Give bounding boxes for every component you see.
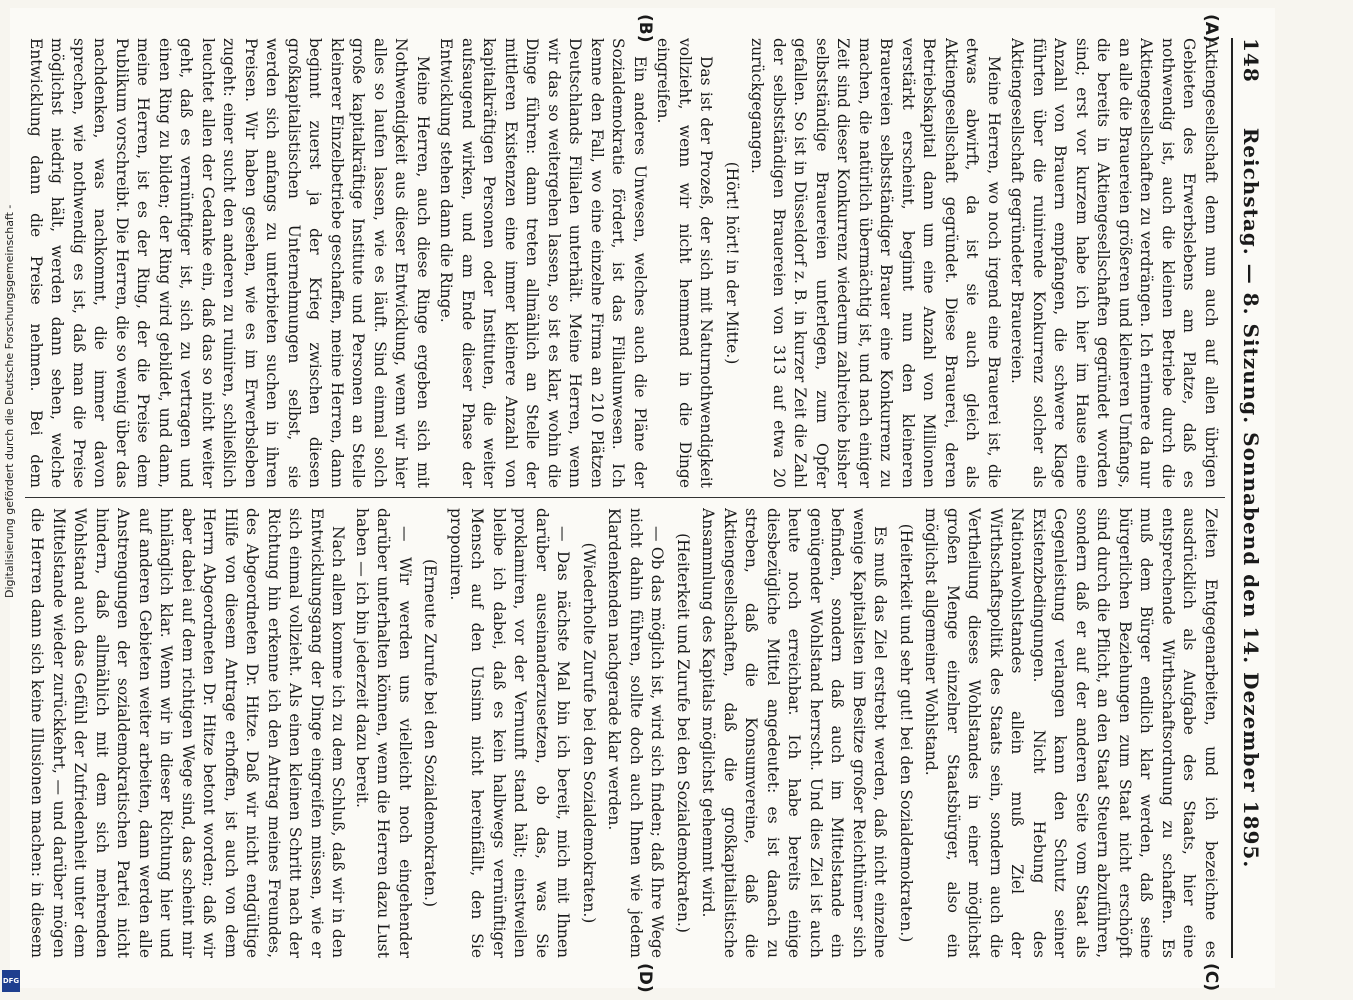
page-number: 148 <box>1239 38 1263 83</box>
paragraph: Zeiten Entgegenarbeiten, und ich bezeichne es ausdrücklich als Aufgabe des Staats, hier eine entsprechende Wirthschaftsordnung zu schaffen. Es muß dem Bürger endlich klar werden, daß seine bürgerlichen Beziehungen zum Staat nicht erschöpft sind durch die Pflicht, an den Staat Steuern abzuführen, sondern daß er auf der anderen Seite vom Staat als Gegenleistung verlangen kann den Schutz seiner Existenzbedingungen. Nicht Hebung des Nationalwohlstandes allein muß Ziel der Wirthschaftspolitik des Staats sein, sondern auch die Vertheilung dieses Wohlstandes in einer möglichst großen Menge einzelner Staatsbürger, also ein möglichst allgemeiner Wohlstand. <box>922 508 1220 958</box>
right-column <box>26 508 1221 958</box>
interjection: (Heiterkeit und sehr gut! bei den Sozialdemokraten.) <box>897 523 915 943</box>
margin-marker-c: (C) <box>1201 963 1221 992</box>
paragraph: Meine Herren, auch diese Ringe ergeben sich mit Nothwendigkeit aus dieser Entwicklung, wenn wir hier alles so laufen lassen, wie es läuft. Sind einmal solch große kapitalkräftige Institute und Personen an Stelle kleinerer Einzelbetriebe geschaffen, meine Herren, dann beginnt zuerst ja der Krieg zwischen diesen großkapitalistischen Unternehmungen selbst, sie werden sich anfangs zu unterbieten suchen in ihren Preisen. Wir haben gesehen, wie es im Erwerbsleben zugeht: einer sucht den anderen zu ruiniren, schließlich leuchtet allen der Gedanke ein, daß das so nicht weiter geht, daß es vernünftiger ist, sich zu vertragen und einen Ring zu bilden; der Ring wird gebildet, und dann, meine Herren, ist es der Ring, der die Preise dem Publikum vorschreibt. Die Herren, die so wenig über das nachdenken, was nachkommt, die immer davon sprechen, wie nothwendig es ist, daß man die Preise möglichst niedrig hält, werden dann sehen, welche Entwicklung dann die Preise nehmen. Bei dem <box>27 38 432 488</box>
paragraph: Aktiengesellschaft denn nun auch auf allen übrigen Gebieten des Erwerbslebens am Platze, daß es nothwendig ist, auch die kleinen Betriebe durch die Aktiengesellschaften zu verdrängen. Ich erinnere da nur an alle die Brauereien größeren und kleineren Umfangs, die bereits in Aktiengesellschaften gegründet worden sind; erst vor kurzem habe ich hier im Hause eine Anzahl von Brauern empfangen, die schwere Klage führten über die ruinirende Konkurrenz solcher als Aktiengesellschaft gegründeter Brauereien. <box>1008 38 1220 488</box>
paragraph: — Wir werden uns vielleicht noch eingehender darüber unterhalten können, wenn die Herren dazu Lust haben — ich bin jederzeit dazu bereit. <box>353 508 414 958</box>
paragraph: — Ob das möglich ist, wird sich finden; daß Ihre Wege nicht dahin führen, sollte doch auch Ihnen wie jedem Klardenkenden nachgerade klar werden. <box>605 508 667 958</box>
margin-marker-a: (A) <box>1201 14 1221 43</box>
left-column <box>26 38 1221 488</box>
digitization-credit: Digitalisierung gefördert durch die Deutsche Forschungsgemeinschaft - <box>3 204 16 598</box>
dfg-logo: DFG <box>2 970 20 992</box>
margin-marker-d: (D) <box>635 963 655 993</box>
interjection: (Wiederholte Zurufe bei den Sozialdemokraten.) <box>580 542 598 924</box>
margin-marker-b: (B) <box>635 14 655 43</box>
scanned-page <box>10 8 1275 993</box>
paragraph: Meine Herren, wo noch irgend eine Brauerei ist, die etwas abwirft, da ist sie auch gleich als Aktiengesellschaft gegründet. Diese Brauerei, deren Betriebskapital dann um eine Anzahl von Millionen verstärkt erscheint, beginnt nun den kleineren Brauereien selbstständiger Brauer eine Konkurrenz zu machen, die natürlich übermächtig ist, und nach einiger Zeit sind dieser Konkurrenz wiederum zahlreiche bisher selbstständige Brauereien unterlegen, zum Opfer gefallen. So ist in Düsseldorf z. B. in kurzer Zeit die Zahl der selbstständigen Brauereien von 313 auf etwa 20 zurückgegangen. <box>748 38 1003 488</box>
page-header <box>1231 38 1265 958</box>
column-divider <box>25 497 1225 498</box>
paragraph: Ein anderes Unwesen, welches auch die Pläne der Sozialdemokratie fördert, ist das Filialunwesen. Ich kenne den Fall, wo eine einzelne Firma an 210 Plätzen Deutschlands Filialen unterhält. Meine Herren, wenn wir das so weitergehen lassen, so ist es klar, wohin die Dinge führen: dann treten allmählich an Stelle der mittleren Existenzen eine immer kleinere Anzahl von kapitalkräftigen Personen oder Instituten, die weiter aufsaugend wirken, und am Ende dieser Phase der Entwicklung stehen dann die Ringe. <box>437 38 649 488</box>
interjection: (Erneute Zurufe bei den Sozialdemokraten.) <box>421 558 440 907</box>
paragraph: Das ist der Prozeß, der sich mit Naturnothwendigkeit vollzieht, wenn wir nicht hemmend in die Dinge eingreifen. <box>654 38 716 488</box>
paragraph: Es muß das Ziel erstrebt werden, daß nicht einzelne wenige Kapitalisten im Besitze großer Reichthümer sich befinden, sondern daß auch im Mittelstande ein genügender Wohlstand herrscht. Und dies Ziel ist auch heute noch erreichbar. Ich habe bereits einige diesbezügliche Mittel angedeutet: es ist danach zu streben, daß die Konsumvereine, daß die Aktiengesellschaften, daß die großkapitalistische Ansammlung des Kapitals möglichst gehemmt wird. <box>699 508 890 958</box>
interjection: (Hört! hört! in der Mitte.) <box>723 161 741 365</box>
paragraph: Nach allem komme ich zu dem Schluß, daß wir in den Entwicklungsgang der Dinge eingreifen müssen, wie er sich einmal vollzieht. Als einen kleinen Schritt nach der Richtung hin erkenne ich den Antrag meines Freundes, des Abgeordneten Dr. Hitze. Daß wir nicht endgültige Hilfe von diesem Antrage erhoffen, ist auch von dem Herrn Abgeordneten Dr. Hitze betont worden; daß wir aber dabei auf dem richtigen Wege sind, das scheint mir hinlänglich klar. Wenn wir in dieser Richtung hier und auf anderen Gebieten weiter arbeiten, dann werden alle Anstrengungen der sozialdemokratischen Partei nicht hindern, daß allmählich mit dem sich mehrenden Wohlstand auch das Gefühl der Zufriedenheit unter dem Mittelstande wieder zurückkehrt, — und darüber mögen die Herren dann sich keine Illusionen machen: in diesem <box>28 508 348 958</box>
paragraph: — Das nächste Mal bin ich bereit, mich mit Ihnen darüber auseinanderzusetzen, ob das, was Sie proklamiren, vor der Vernunft stand hält; einstweilen bleibe ich dabei, daß es kein halbwegs vernünftiger Mensch auf den Unsinn nicht hereinfällt, den Sie proponiren. <box>447 508 573 958</box>
page-title: Reichstag. — 8. Sitzung. Sonnabend den 14. Dezember 1895. <box>1239 127 1263 869</box>
interjection: (Heiterkeit und Zurufe bei den Sozialdemokraten.) <box>674 533 692 933</box>
